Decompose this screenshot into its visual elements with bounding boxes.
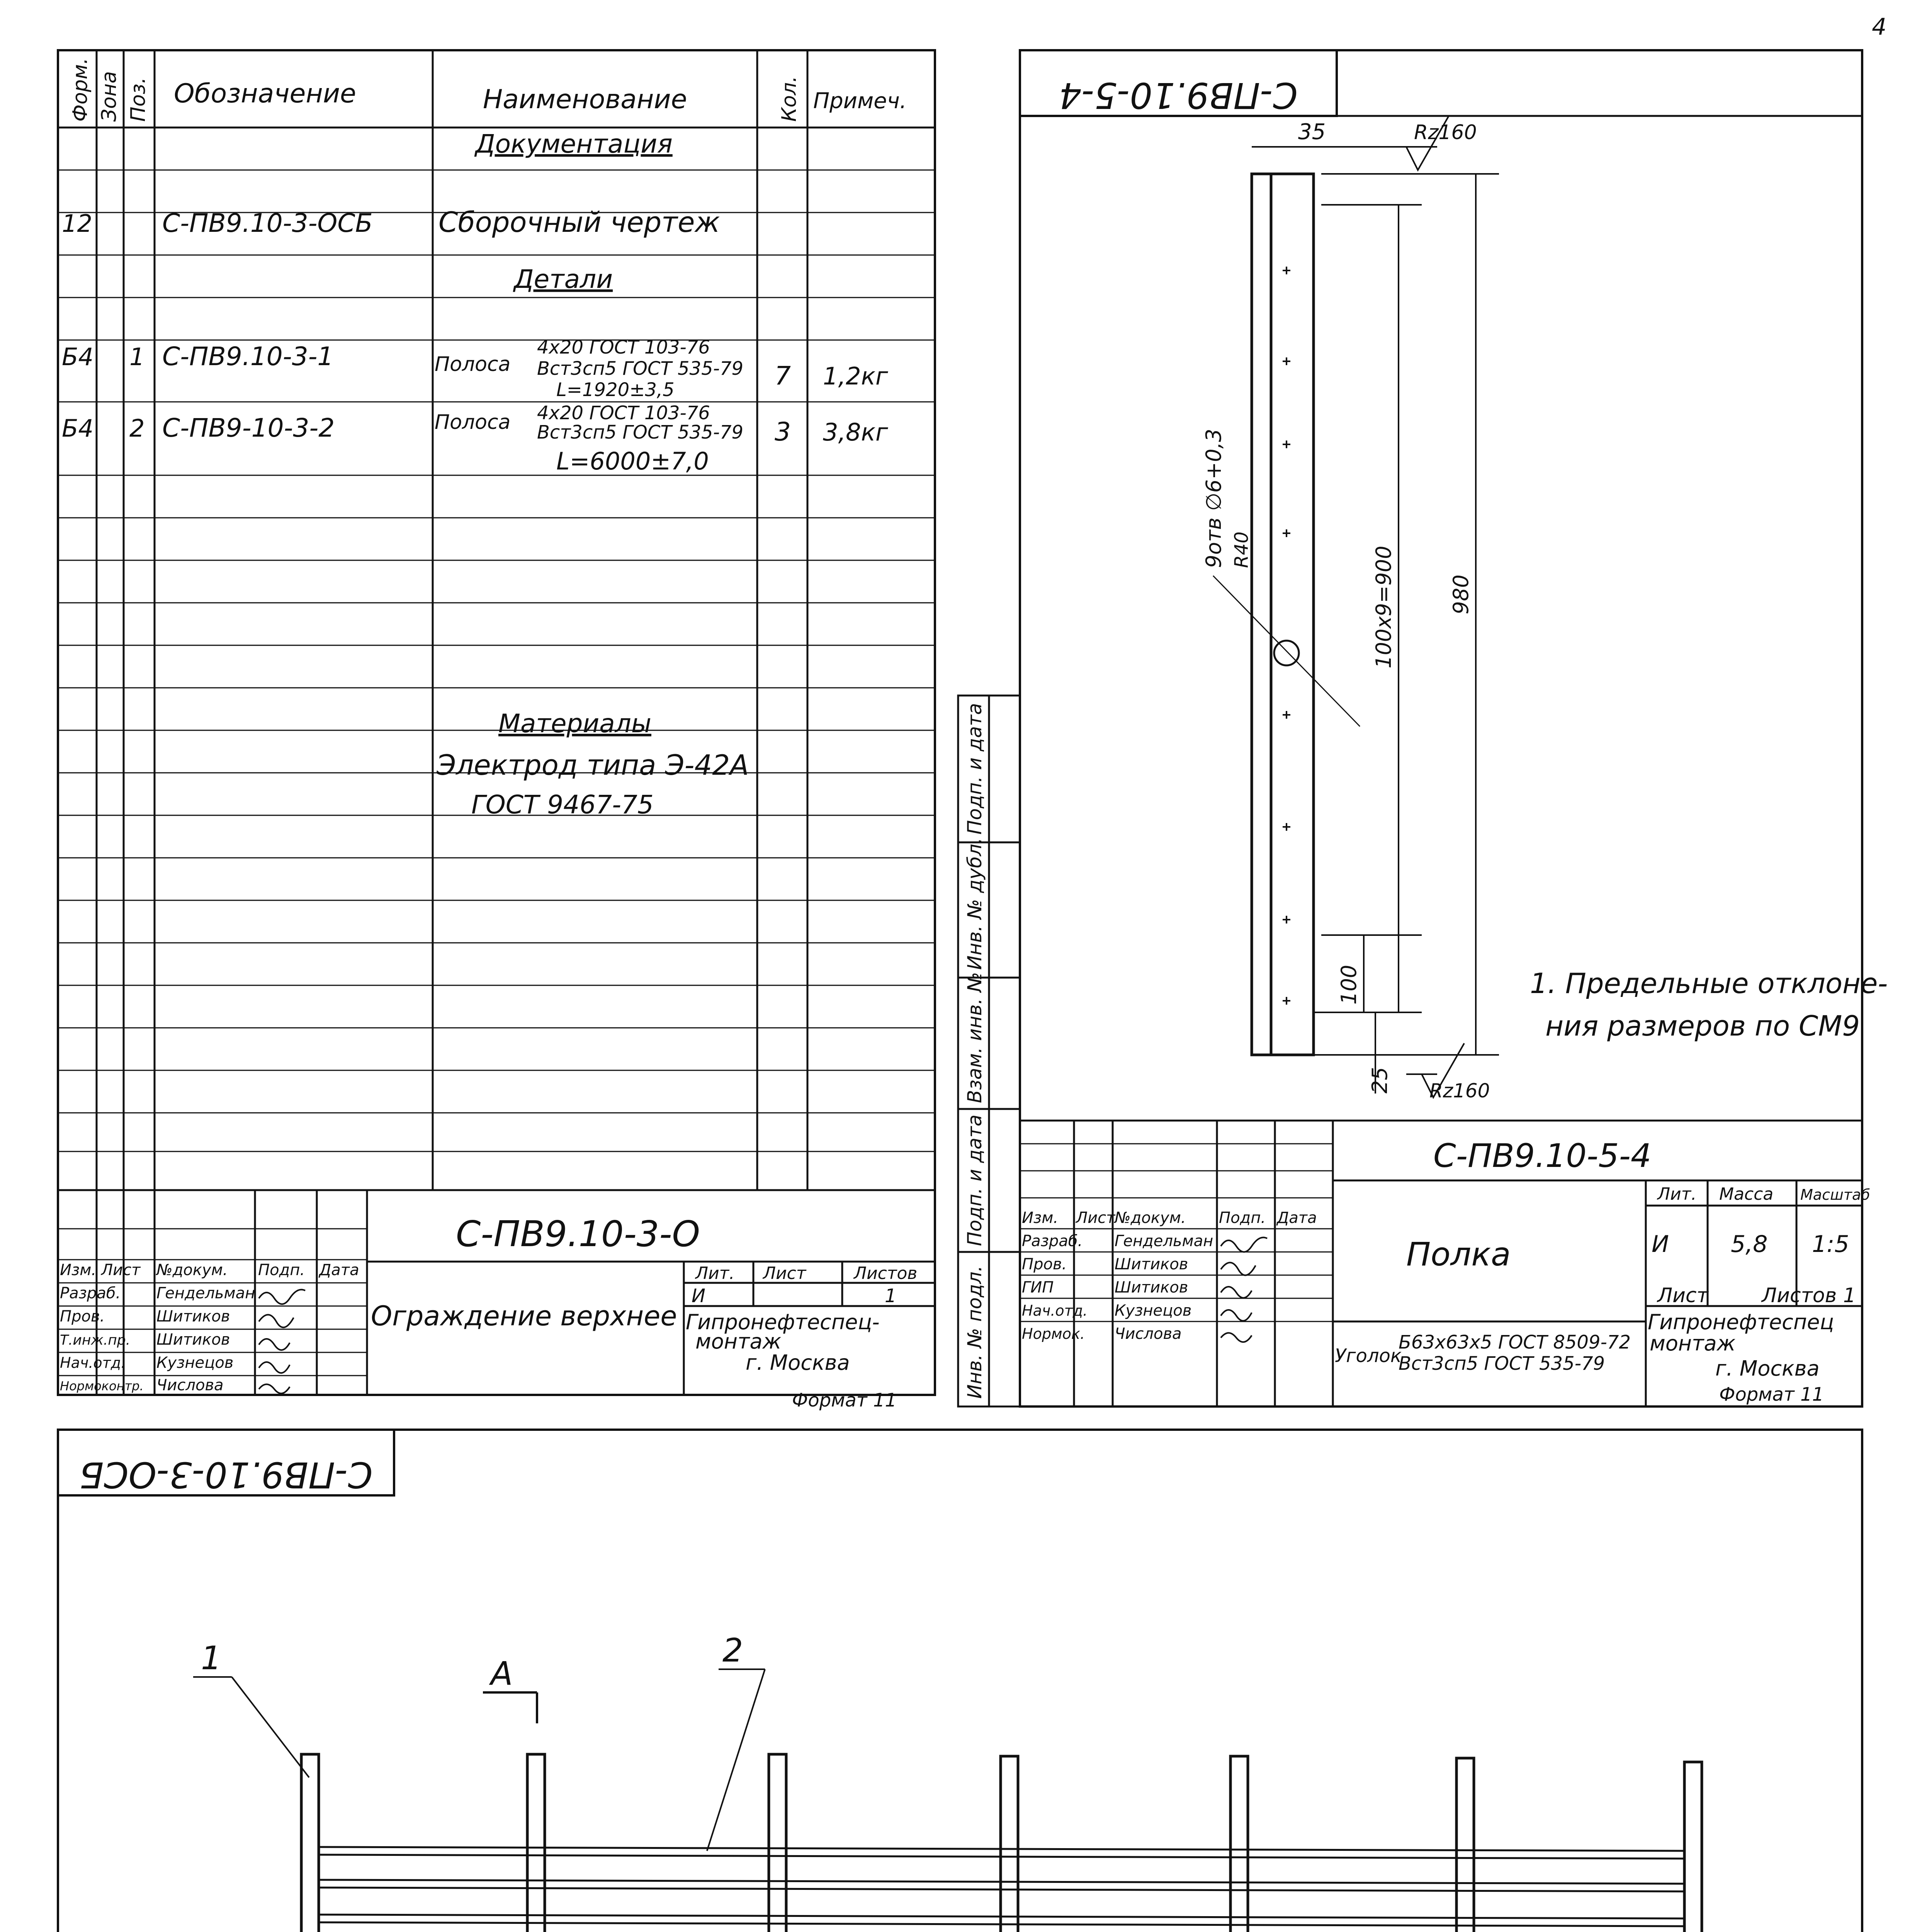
part-tb-col-doc: №докум. bbox=[1115, 1209, 1186, 1227]
part-tb-code: С-ПВ9.10-5-4 bbox=[1433, 1137, 1652, 1175]
part1-spec-1: 4x20 ГОСТ 103-76 bbox=[537, 337, 710, 358]
material-2: ГОСТ 9467-75 bbox=[471, 790, 654, 820]
part-tb-scale: 1:5 bbox=[1812, 1231, 1849, 1258]
spec-tb-sheets-label: Листов bbox=[854, 1264, 918, 1283]
spec-tb-lit: И bbox=[692, 1285, 705, 1307]
side-label-2: Инв. № дубл. bbox=[964, 837, 986, 970]
section-marks bbox=[483, 1692, 537, 1932]
header-format: Форм. bbox=[69, 58, 92, 122]
part-tb-mass-label: Масса bbox=[1719, 1184, 1774, 1204]
section-parts: Детали bbox=[514, 264, 613, 294]
spec-tb-row-nachotd: Нач.отд. bbox=[60, 1354, 126, 1371]
spec-tb-sheets: 1 bbox=[885, 1285, 897, 1307]
rz-top: Rz160 bbox=[1414, 121, 1477, 144]
section-materials: Материалы bbox=[498, 709, 651, 738]
part-tb-org-1: Гипронефтеспец bbox=[1648, 1310, 1834, 1334]
header-designation: Обозначение bbox=[174, 78, 356, 109]
part-tb-row-nachotd: Нач.отд. bbox=[1022, 1302, 1088, 1319]
spec-tb-signatures bbox=[259, 1290, 305, 1394]
spec-sheet bbox=[58, 50, 935, 1395]
spec-tb-org-1: Гипронефтеспец- bbox=[686, 1310, 880, 1334]
part-tb-scale-label: Масштаб bbox=[1800, 1186, 1870, 1203]
doc-designation: С-ПВ9.10-3-ОСБ bbox=[162, 208, 373, 238]
part2-length: L=6000±7,0 bbox=[556, 447, 709, 475]
part-tb-material-label: Уголок bbox=[1335, 1345, 1402, 1367]
part-tb-sheet-label: Лист bbox=[1657, 1284, 1708, 1307]
shelf-part bbox=[1252, 174, 1314, 1055]
header-zone: Зона bbox=[98, 71, 121, 122]
spec-tb-lit-label: Лит. bbox=[695, 1264, 735, 1283]
spec-tb-sheet-label: Лист bbox=[763, 1264, 806, 1283]
part-tb-person-prov: Шитиков bbox=[1115, 1255, 1188, 1273]
part-tb-row-razrab: Разраб. bbox=[1022, 1232, 1083, 1250]
spec-tb-format: Формат 11 bbox=[792, 1389, 897, 1411]
spec-tb-person-razrab: Гендельман bbox=[156, 1284, 255, 1302]
spec-tb-col-list: Лист bbox=[101, 1261, 141, 1279]
header-pos: Поз. bbox=[127, 77, 150, 122]
spec-row-lines bbox=[58, 170, 935, 1151]
part2-spec-2: Вст3сп5 ГОСТ 535-79 bbox=[537, 422, 744, 443]
holes-note: 9отв ∅6+0,3 bbox=[1202, 429, 1226, 568]
dim-width: 35 bbox=[1298, 119, 1326, 145]
spec-tb-person-prov: Шитиков bbox=[156, 1308, 230, 1325]
spec-tb-name: Ограждение верхнее bbox=[371, 1300, 677, 1332]
part-tb-col-izm: Изм. bbox=[1022, 1209, 1059, 1227]
rz-bottom: Rz160 bbox=[1429, 1080, 1490, 1102]
part-tb-org-3: г. Москва bbox=[1715, 1356, 1820, 1381]
part-stamp-box bbox=[1020, 50, 1337, 116]
dim-total: 980 bbox=[1449, 574, 1473, 614]
part-tb-format: Формат 11 bbox=[1719, 1384, 1824, 1405]
part2-name: Полоса bbox=[435, 411, 511, 434]
side-label-3: Взам. инв. № bbox=[964, 972, 986, 1103]
header-qty: Кол. bbox=[778, 76, 801, 122]
dim-pitch: 100x9=900 bbox=[1371, 546, 1396, 668]
part-tb-person-normkontr: Числова bbox=[1115, 1325, 1182, 1343]
spec-tb-person-normkontr: Числова bbox=[156, 1376, 224, 1394]
part1-length: L=1920±3,5 bbox=[556, 379, 675, 401]
part-tb-row-gip: ГИП bbox=[1022, 1279, 1054, 1296]
spec-tb-col-sign: Подп. bbox=[258, 1261, 305, 1279]
part-stamp: С-ПВ9.10-5-4 bbox=[1059, 75, 1298, 116]
part1-pos: 1 bbox=[129, 343, 145, 371]
part-tb-row-normkontr: Нормок. bbox=[1022, 1325, 1085, 1342]
spec-tb-code: С-ПВ9.10-3-О bbox=[456, 1213, 700, 1255]
part1-note: 1,2кг bbox=[823, 362, 888, 390]
part-tb-material-1: Б63x63x5 ГОСТ 8509-72 bbox=[1399, 1332, 1631, 1353]
part-tb-person-razrab: Гендельман bbox=[1115, 1232, 1213, 1250]
part-tb-col-sign: Подп. bbox=[1219, 1209, 1266, 1227]
part-tb-material-2: Вст3сп5 ГОСТ 535-79 bbox=[1399, 1353, 1605, 1374]
leader-1: 1 bbox=[201, 1639, 222, 1677]
part2-designation: С-ПВ9-10-3-2 bbox=[162, 413, 335, 443]
spec-tb-row-razrab: Разраб. bbox=[60, 1284, 121, 1302]
part2-format: Б4 bbox=[62, 414, 93, 442]
dim-100: 100 bbox=[1337, 964, 1361, 1005]
part-tb-row-prov: Пров. bbox=[1022, 1255, 1067, 1273]
spec-tb-org-3: г. Москва bbox=[746, 1350, 850, 1375]
page-number: 4 bbox=[1872, 14, 1887, 41]
part-tb-lit-label: Лит. bbox=[1657, 1184, 1697, 1204]
spec-tb-person-nachotd: Кузнецов bbox=[156, 1354, 234, 1372]
part2-pos: 2 bbox=[129, 414, 145, 442]
part1-name: Полоса bbox=[435, 353, 511, 376]
part2-note: 3,8кг bbox=[823, 418, 888, 446]
spec-tb-col-izm: Изм. bbox=[60, 1261, 97, 1279]
part1-designation: С-ПВ9.10-3-1 bbox=[162, 342, 334, 371]
part-tb-mass: 5,8 bbox=[1731, 1231, 1768, 1258]
assembly-stamp: С-ПВ9.10-3-ОСБ bbox=[79, 1454, 373, 1495]
side-label-4: Подп. и дата bbox=[964, 1114, 986, 1246]
part-tb-person-nachotd: Кузнецов bbox=[1115, 1302, 1192, 1320]
part-tb-name: Полка bbox=[1406, 1235, 1511, 1273]
part-tb-lit: И bbox=[1652, 1231, 1669, 1258]
doc-format: 12 bbox=[62, 209, 92, 238]
fence-posts bbox=[301, 1754, 1702, 1932]
part2-qty: 3 bbox=[775, 417, 791, 447]
header-name: Наименование bbox=[483, 84, 687, 115]
spec-tb-col-date: Дата bbox=[319, 1261, 359, 1279]
part-tb-col-list: Лист bbox=[1076, 1209, 1115, 1227]
part-note-2: ния размеров по СМ9 bbox=[1545, 1010, 1860, 1042]
spec-tb-col-doc: №докум. bbox=[156, 1261, 228, 1279]
section-docs: Документация bbox=[475, 129, 673, 159]
part-tb-org-2: монтаж bbox=[1650, 1331, 1736, 1355]
part-vertical-dims bbox=[1314, 174, 1499, 1097]
spec-tb-row-prov: Пров. bbox=[60, 1308, 105, 1325]
spec-tb-org-2: монтаж bbox=[695, 1329, 782, 1354]
section-mark-top: А bbox=[491, 1655, 513, 1692]
part1-qty: 7 bbox=[775, 361, 791, 391]
material-1: Электрод типа Э-42А bbox=[437, 749, 749, 781]
spec-tb-person-nkontr: Шитиков bbox=[156, 1331, 230, 1349]
side-label-1: Подп. и дата bbox=[964, 703, 986, 835]
assembly-stamp-box bbox=[58, 1430, 394, 1495]
part-tb-sheets-label: Листов 1 bbox=[1762, 1284, 1856, 1307]
shelf-hole-marks bbox=[1283, 267, 1290, 1005]
spec-tb-row-nkontr: Т.инж.пр. bbox=[60, 1332, 131, 1348]
assembly-leaders bbox=[193, 1669, 765, 1851]
side-label-5: Инв. № подл. bbox=[964, 1265, 986, 1399]
part2-spec-1: 4x20 ГОСТ 103-76 bbox=[537, 402, 710, 424]
part-tb-person-gip: Шитиков bbox=[1115, 1279, 1188, 1296]
part1-format: Б4 bbox=[62, 343, 93, 371]
header-note: Примеч. bbox=[813, 88, 907, 114]
r-note: R40 bbox=[1231, 531, 1253, 568]
part-tb-col-date: Дата bbox=[1277, 1209, 1317, 1227]
part-note-1: 1. Предельные отклоне- bbox=[1530, 967, 1888, 1000]
leader-2: 2 bbox=[722, 1631, 743, 1669]
spec-tb-row-normkontr: Нормоконтр. bbox=[60, 1379, 144, 1393]
part1-spec-2: Вст3сп5 ГОСТ 535-79 bbox=[537, 358, 744, 379]
doc-name: Сборочный чертеж bbox=[438, 206, 720, 238]
shelf-hole bbox=[1274, 641, 1299, 665]
dim-25: 25 bbox=[1368, 1067, 1392, 1094]
part-tb-signatures bbox=[1221, 1238, 1267, 1342]
